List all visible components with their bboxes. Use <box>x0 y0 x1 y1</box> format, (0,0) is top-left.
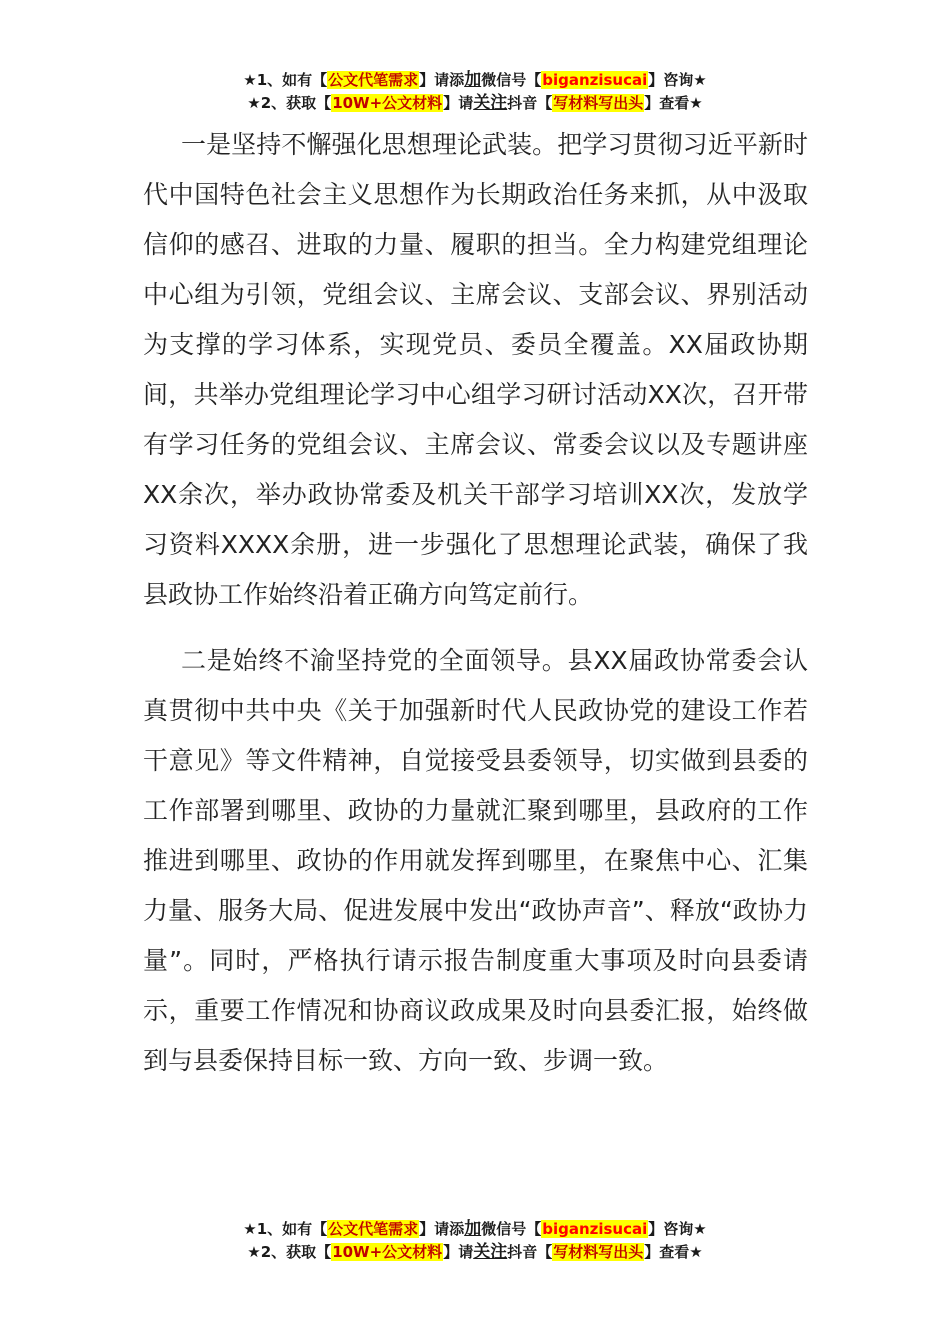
banner-text: 】查看★ <box>644 94 703 112</box>
banner-text: 抖音【 <box>507 94 553 112</box>
underlined-text: 关注 <box>473 93 508 113</box>
banner-text: ★1、如有【 <box>243 1220 328 1238</box>
banner-text: 】咨询★ <box>648 71 707 89</box>
banner-line-2 <box>0 1241 950 1264</box>
paragraph-2: 二是始终不渝坚持党的全面领导。县XX届政协常委会认真贯彻中共中央《关于加强新时代人民政协党的建设工作若干意见》等文件精神，自觉接受县委领导，切实做到县委的工作部署到哪里、政协的力量就汇聚到哪里，县政府的工作推进到哪里、政协的作用就发挥到哪里，在聚焦中心、汇集力量、服务大局、促进发展中发出“政协声音”、释放“政协力量”。同时，严格执行请示报告制度重大事项及时向县委请示，重要工作情况和协商议政成果及时向县委汇报，始终做到与县委保持目标一致、方向一致、步调一致。 <box>143 646 808 1075</box>
wechat-id: biganzisucai <box>542 1220 648 1238</box>
underlined-text: 关注 <box>473 1242 508 1262</box>
banner-text: 】查看★ <box>644 1243 703 1261</box>
banner-line-1 <box>0 1218 950 1241</box>
banner-text: ★2、获取【 <box>247 94 332 112</box>
banner-text: 】请添 <box>419 71 465 89</box>
banner-text: 】咨询★ <box>648 1220 707 1238</box>
banner-text: 】请添 <box>419 1220 465 1238</box>
banner-text: 抖音【 <box>507 1243 553 1261</box>
highlight-text: 公文代笔需求 <box>328 71 419 89</box>
highlight-text: 10W+公文材料 <box>332 94 443 112</box>
underlined-text: 加 <box>464 70 482 90</box>
underlined-text: 加 <box>464 1219 482 1239</box>
banner-text: 微信号【 <box>481 71 542 89</box>
header-banner <box>0 69 950 115</box>
banner-text: ★2、获取【 <box>247 1243 332 1261</box>
banner-text: ★1、如有【 <box>243 71 328 89</box>
banner-text: 】请 <box>443 1243 474 1261</box>
highlight-text: 10W+公文材料 <box>332 1243 443 1261</box>
banner-line-1 <box>0 69 950 92</box>
footer-banner <box>0 1218 950 1264</box>
wechat-id: biganzisucai <box>542 71 648 89</box>
document-body <box>143 120 808 1086</box>
highlight-text: 公文代笔需求 <box>328 1220 419 1238</box>
paragraph-1: 一是坚持不懈强化思想理论武装。把学习贯彻习近平新时代中国特色社会主义思想作为长期政治任务来抓，从中汲取信仰的感召、进取的力量、履职的担当。全力构建党组理论中心组为引领，党组会议、主席会议、支部会议、界别活动为支撑的学习体系，实现党员、委员全覆盖。XX届政协期间，共举办党组理论学习中心组学习研讨活动XX次，召开带有学习任务的党组会议、主席会议、常委会议以及专题讲座XX余次，举办政协常委及机关干部学习培训XX次，发放学习资料XXXX余册，进一步强化了思想理论武装，确保了我县政协工作始终沿着正确方向笃定前行。 <box>143 130 808 609</box>
banner-text: 】请 <box>443 94 474 112</box>
banner-line-2 <box>0 92 950 115</box>
banner-text: 微信号【 <box>481 1220 542 1238</box>
douyin-account: 写材料写出头 <box>553 94 644 112</box>
douyin-account: 写材料写出头 <box>553 1243 644 1261</box>
